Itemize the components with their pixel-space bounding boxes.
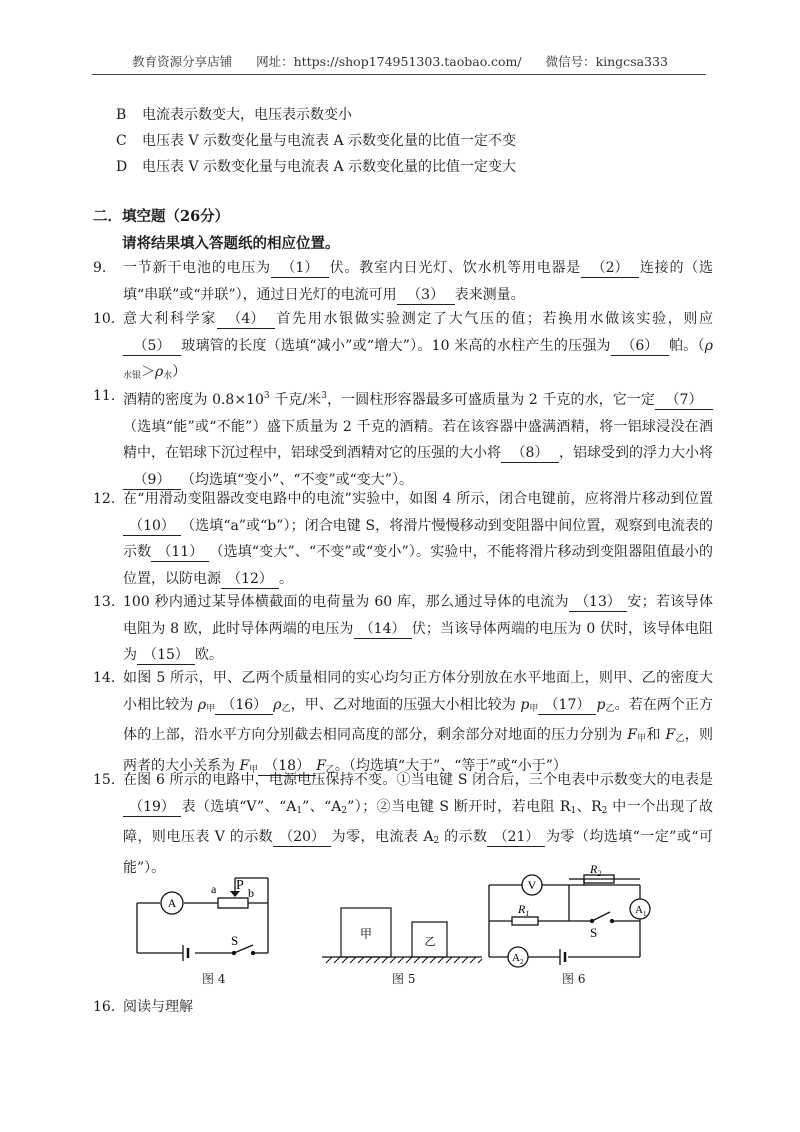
- section-title: 二．填空题（26分）: [93, 208, 230, 225]
- question-number: 15.: [93, 772, 116, 788]
- text: 为零（均选填“一定”或“可能”）。: [123, 829, 714, 876]
- answer-blank-7: （7）: [655, 391, 713, 410]
- question-number: 12.: [93, 491, 116, 507]
- text: 首先用水银做实验测定了大气压的值；若换用水做该实验，则应: [274, 311, 714, 327]
- rho-symbol: ρ: [704, 337, 713, 354]
- option-text: 电压表 V 示数变化量与电流表 A 示数变化量的比值一定变大: [142, 159, 517, 175]
- question-12: [93, 486, 713, 592]
- answer-blank-11: （11）: [151, 543, 209, 562]
- text: 100 秒内通过某导体横截面的电荷量为 60 库，那么通过导体的电流为: [123, 594, 569, 610]
- option-b: [116, 104, 352, 124]
- text: ＞: [141, 364, 156, 380]
- rho-symbol: ρ: [155, 364, 164, 380]
- question-number: 9.: [93, 260, 107, 276]
- answer-blank-16: （16）: [215, 696, 273, 715]
- text: （选填“能”或“不能”）盛下质量为 2 千克的酒精。若在该容器中盛满酒精，将一铝球浸没在酒精中，在铝球下沉过程中，铝球受到酒精对它的压强的大小将: [123, 418, 713, 461]
- figure-5-caption: 图 5: [392, 972, 416, 986]
- option-text: 电流表示数变大，电压表示数变小: [142, 107, 352, 123]
- fig5-yi-label: 乙: [424, 936, 436, 948]
- fig4-a-label: a: [211, 882, 217, 896]
- fig4-b-label: b: [248, 886, 254, 900]
- subscript: 乙: [675, 734, 685, 744]
- text: 中一个出现了故障，则电压表 V 的示数: [123, 798, 713, 845]
- answer-blank-15: （15）: [137, 646, 195, 665]
- text: 为零，电流表 A: [331, 829, 434, 845]
- section-note: 请将结果填入答题纸的相应位置。: [122, 235, 340, 252]
- text: 在“用滑动变阻器改变电路中的电流”实验中，如图 4 所示，闭合电键前，应将滑片移动到位置: [123, 491, 713, 507]
- subscript: 甲: [636, 734, 647, 744]
- subscript: 水: [163, 371, 173, 381]
- text: 表来测量。: [454, 286, 525, 303]
- fig5-jia-label: 甲: [359, 927, 373, 941]
- option-d: [116, 156, 516, 176]
- text: 。（均选填“大于”、“等于”或“小于”）: [334, 757, 567, 774]
- option-text: 电压表 V 示数变化量与电流表 A 示数变化量的比值一定不变: [142, 133, 517, 149]
- subscript: 1: [296, 805, 303, 816]
- page-header: [0, 52, 800, 70]
- rheostat-resistor: [218, 898, 248, 908]
- text: 帕。（: [668, 337, 705, 354]
- subscript: 乙: [281, 703, 291, 714]
- text: ”、“A: [302, 798, 342, 815]
- answer-blank-18: （18）: [258, 757, 316, 776]
- subscript: 1: [570, 805, 577, 816]
- question-number: 14.: [93, 670, 116, 686]
- text: 连接的（选填“串联”或“并联”），通过日光灯的电流可用: [123, 260, 714, 303]
- text: ”）；②当电键 S 断开时，若电阻 R: [347, 798, 571, 815]
- text: 安；若该导体电阻为 8 欧，此时导体两端的电压为: [123, 594, 714, 637]
- subscript: 2: [601, 805, 608, 816]
- text: 意大利科学家: [123, 311, 217, 327]
- question-number: 16.: [93, 999, 116, 1015]
- option-letter: D: [116, 159, 128, 175]
- force-symbol: F: [239, 757, 250, 774]
- superscript: 3: [321, 391, 327, 401]
- fig6-s-label: S: [590, 925, 598, 940]
- fig4-p-label: P: [236, 878, 244, 893]
- header-url: 网址：https://shop174951303.taobao.com/: [256, 54, 522, 69]
- answer-blank-4: （4）: [217, 310, 275, 329]
- subscript: 甲: [249, 764, 259, 775]
- text: （选填“变大”、“不变”或“变小”）。实验中，不能将滑片移动到变阻器阻值最小的位置，以防电源: [123, 544, 713, 587]
- fig6-a2-label: $A_2$: [512, 952, 524, 966]
- text: （均选填“变小”、“不变”或“变大”）。: [181, 471, 413, 488]
- force-symbol: F: [665, 727, 676, 743]
- text: 玻璃管的长度（选填“减小”或“增大”）。10 米高的水柱产生的压强为: [181, 337, 611, 354]
- fig6-v-label: V: [527, 878, 537, 892]
- question-11: [93, 383, 713, 493]
- answer-blank-8: （8）: [501, 444, 559, 463]
- answer-blank-21: （21）: [487, 828, 545, 847]
- text: 。若在两个正方体的上部，沿水平方向分别截去相同高度的部分，剩余部分对地面的压力分别为: [123, 696, 714, 743]
- answer-blank-19: （19）: [123, 798, 181, 817]
- subscript: 甲: [206, 703, 216, 714]
- text: （选填“a”或“b”）；闭合电键 S，将滑片慢慢移动到变阻器中间位置，观察到电流表的示数: [123, 517, 713, 560]
- question-number: 13.: [93, 594, 116, 610]
- answer-blank-10: （10）: [123, 517, 181, 536]
- answer-blank-1: （1）: [271, 259, 329, 278]
- question-number: 10.: [93, 311, 116, 327]
- option-c: [116, 130, 516, 150]
- answer-blank-20: （20）: [273, 828, 331, 847]
- text: 如图 5 所示，甲、乙两个质量相同的实心均匀正方体分别放在水平地面上，则甲、乙的密度大小相比较为: [123, 670, 713, 713]
- text: 的示数: [439, 829, 488, 845]
- answer-blank-9: （9）: [123, 471, 181, 490]
- pressure-symbol: p: [596, 696, 606, 713]
- text: 、R: [576, 798, 602, 815]
- text: 伏；当该导体两端的电压为 0 伏时，该导体电阻为: [123, 620, 713, 663]
- ground-hatch: [326, 957, 482, 963]
- answer-blank-2: （2）: [581, 259, 639, 278]
- question-9: [93, 255, 713, 308]
- question-text: 阅读与理解: [123, 999, 193, 1015]
- text: 表（选填“V”、“A: [181, 798, 297, 815]
- force-symbol: F: [316, 757, 326, 774]
- text: ）: [172, 364, 187, 380]
- text: 酒精的密度为 0.8×10: [123, 392, 264, 408]
- fig6-r2-label: $R_2$: [590, 862, 602, 878]
- figure-4-caption: 图 4: [202, 972, 226, 986]
- header-rule: [92, 74, 706, 75]
- resistor-r1: [512, 917, 538, 925]
- fig4-ammeter-label: A: [167, 896, 177, 910]
- question-10: [93, 306, 713, 390]
- subscript: 2: [433, 836, 440, 846]
- answer-blank-12: （12）: [221, 570, 279, 589]
- rho-symbol: ρ: [273, 696, 282, 713]
- force-symbol: F: [627, 727, 637, 743]
- fig6-r1-label: $R_1$: [518, 902, 530, 918]
- subscript: 甲: [529, 703, 539, 714]
- answer-blank-6: （6）: [611, 337, 669, 356]
- header-wechat: 微信号：kingcsa333: [545, 54, 668, 69]
- option-letter: B: [116, 107, 127, 123]
- text: ，甲、乙对地面的压强大小相比较为: [290, 696, 521, 713]
- text: 欧。: [195, 647, 223, 663]
- text: ，则两者的大小关系为: [123, 727, 713, 774]
- fig4-s-label: S: [231, 933, 239, 948]
- question-16: [93, 996, 193, 1016]
- subscript: 2: [341, 805, 348, 816]
- superscript: 3: [263, 391, 270, 401]
- figure-5-cubes: [322, 908, 482, 957]
- answer-blank-14: （14）: [354, 620, 412, 639]
- text: 伏。教室内日光灯、饮水机等用电器是: [328, 260, 582, 276]
- answer-blank-13: （13）: [569, 593, 627, 612]
- header-shop: 教育资源分享店铺: [132, 54, 233, 69]
- option-letter: C: [116, 133, 127, 149]
- rho-symbol: ρ: [197, 696, 207, 713]
- question-14: [93, 665, 713, 783]
- text: 一节新干电池的电压为: [123, 260, 271, 276]
- pressure-symbol: p: [520, 696, 530, 713]
- text: 千克/米: [269, 392, 322, 408]
- text: 和: [646, 727, 666, 743]
- text: ，一圆柱形容器最多可盛质量为 2 千克的水，它一定: [326, 392, 656, 408]
- answer-blank-5: （5）: [123, 337, 181, 356]
- text: 。: [279, 570, 293, 587]
- text: 在图 6 所示的电路中，电源电压保持不变。①当电键 S 闭合后，三个电表中示数变大的电表是: [123, 772, 713, 788]
- question-number: 11.: [93, 388, 116, 404]
- figure-6-caption: 图 6: [562, 972, 586, 986]
- question-13: [93, 589, 713, 669]
- answer-blank-3: （3）: [397, 286, 455, 305]
- answer-blank-17: （17）: [538, 696, 596, 715]
- subscript: 水银: [123, 371, 142, 381]
- text: ，铝球受到的浮力大小将: [559, 445, 713, 461]
- subscript: 乙: [605, 703, 615, 714]
- subscript: 乙: [325, 764, 335, 775]
- fig6-a1-label: $A_1$: [635, 904, 647, 918]
